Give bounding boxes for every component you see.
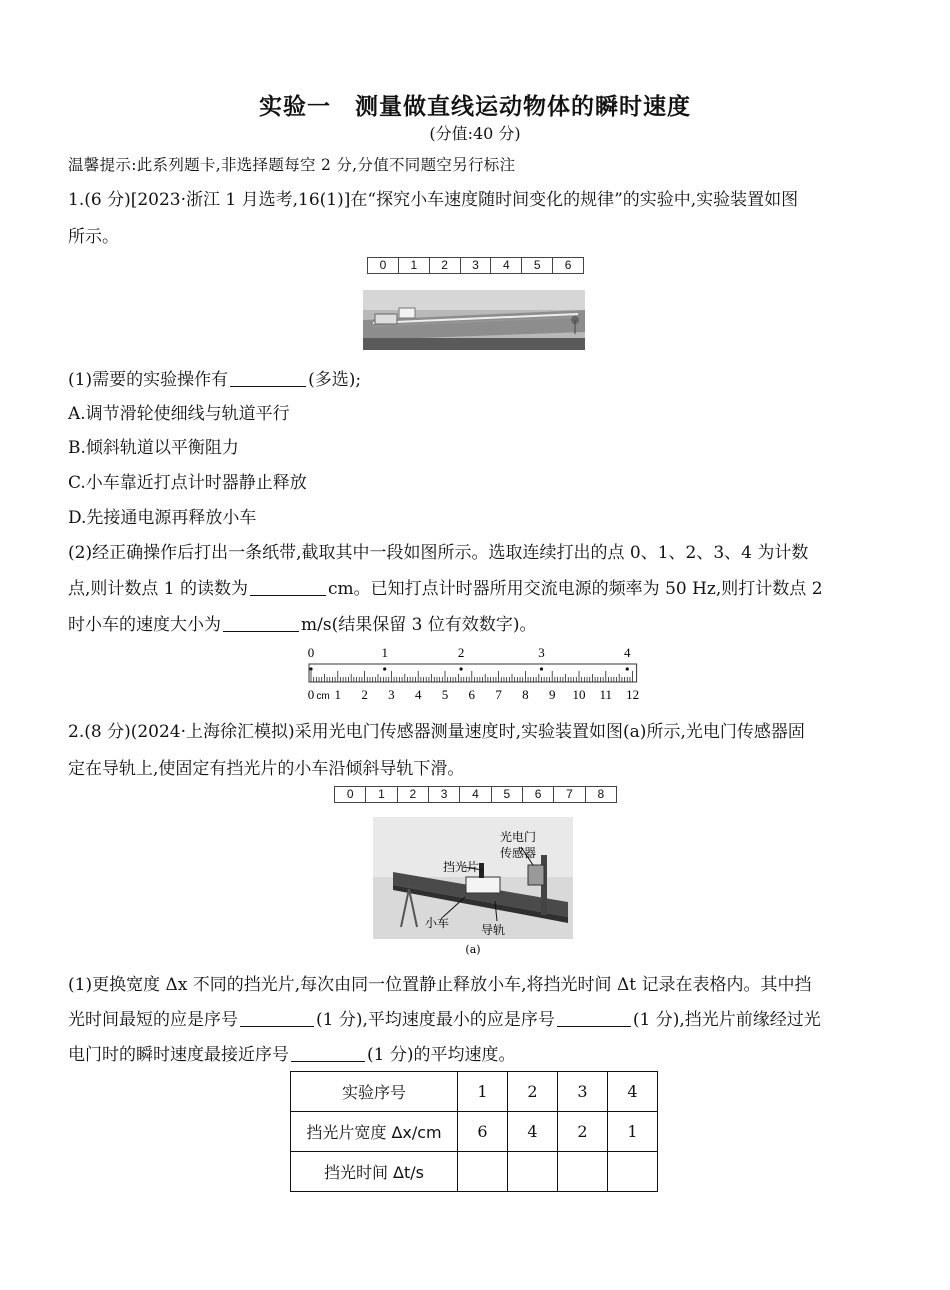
q2-intro-line1: 2.(8 分)(2024·上海徐汇模拟)采用光电门传感器测量速度时,实验装置如图(a)所示,光电门传感器固 [68,722,805,742]
q2-part1-line3-b: (1 分)的平均速度。 [367,1045,516,1065]
q1-part2-line3-suffix: m/s(结果保留 3 位有效数字)。 [301,615,537,635]
ruler-number: 0 [307,687,315,702]
table-cell: 2 [558,1112,608,1152]
ruler-number: 1 [334,687,342,702]
q1-apparatus-photo [363,290,585,350]
ruler-number: 4 [414,687,422,702]
figure-caption: (a) [465,943,481,956]
scale-strip-label: 8 [597,787,605,801]
ruler-unit: cm [316,691,330,702]
table-answer-cell[interactable] [508,1152,558,1192]
q2-scale-strip [334,786,617,803]
scale-strip-label: 4 [491,258,522,273]
tape-point-label: 0 [307,645,315,660]
q1-part1-text: (1)需要的实验操作有 [68,370,229,390]
q1-scale-strip [367,257,584,274]
table-answer-cell[interactable] [608,1152,658,1192]
label-sensor: 光电门 [500,830,537,844]
tape-point-label: 3 [538,645,545,660]
table-header-cell: 实验序号 [291,1072,458,1112]
tape-dot [383,667,386,670]
table-cell: 2 [508,1072,558,1112]
tape-point-label: 2 [457,645,465,660]
q1-part2-line2-suffix: cm。已知打点计时器所用交流电源的频率为 50 Hz,则打计数点 2 [328,579,823,599]
label-cart: 小车 [425,916,450,930]
table-cell: 4 [608,1072,658,1112]
label-sensor-2: 传感器 [500,846,537,860]
score-subtitle: (分值:40 分) [429,124,521,143]
q1-tape-ruler-figure [300,642,650,704]
q2-part1-line2-c: (1 分),挡光片前缘经过光 [632,1010,821,1030]
scale-strip-label: 1 [399,258,430,273]
q2-apparatus-photo [373,817,573,957]
table-header-cell: 挡光时间 Δt/s [291,1152,458,1192]
scale-strip-label: 3 [429,787,460,802]
q2-shortest-time-blank[interactable] [240,1009,314,1027]
q2-part1-line2 [68,1005,888,1030]
scale-strip-label: 4 [460,787,491,802]
tape-point-label: 1 [381,645,388,660]
q2-part1-line2-a: 光时间最短的应是序号 [68,1010,238,1030]
q1-option-d: D.先接通电源再释放小车 [68,508,257,528]
q1-part1 [68,365,888,390]
q1-option-a: A.调节滑轮使细线与轨道平行 [68,404,290,424]
ruler-number: 9 [548,687,556,702]
label-flag: 挡光片 [443,860,480,874]
q1-reading-blank[interactable] [250,578,326,596]
table-cell: 1 [608,1112,658,1152]
scale-strip-label: 0 [368,258,399,273]
q1-part2-line2 [68,574,888,599]
ruler-body [309,664,637,682]
q2-intro-line2: 定在导轨上,使固定有挡光片的小车沿倾斜导轨下滑。 [68,759,465,779]
scale-strip-label: 3 [461,258,492,273]
q1-part1-suffix: (多选); [308,370,362,390]
tape-dot [309,667,312,670]
q2-part1-line1: (1)更换宽度 Δx 不同的挡光片,每次由同一位置静止释放小车,将挡光时间 Δt 记录在表格内。其中挡 [68,975,812,995]
q1-part2-line1: (2)经正确操作后打出一条纸带,截取其中一段如图所示。选取连续打出的点 0、1、2、3、4 为计数 [68,543,809,563]
q2-part1-line2-b: (1 分),平均速度最小的应是序号 [316,1010,555,1030]
table-answer-cell[interactable] [458,1152,508,1192]
scale-strip-label: 0 [335,787,366,802]
ruler-number: 5 [441,687,449,702]
table-cell: 3 [558,1072,608,1112]
q1-part2-line2-text: 点,则计数点 1 的读数为 [68,579,249,599]
table-row [291,1112,658,1152]
ruler-number: 7 [495,687,502,702]
table-cell: 6 [458,1112,508,1152]
scale-strip-label: 2 [398,787,429,802]
scale-strip-label: 5 [522,258,553,273]
table-cell: 4 [508,1112,558,1152]
ruler-number: 11 [599,687,613,702]
ruler-number: 8 [522,687,529,702]
q2-part1-line3 [68,1040,888,1065]
q2-part1-line3-a: 电门时的瞬时速度最接近序号 [68,1045,289,1065]
ruler-number: 3 [388,687,395,702]
scale-strip-label: 7 [554,787,585,802]
ruler-number: 12 [626,687,640,702]
table-row [291,1152,658,1192]
q2-min-speed-blank[interactable] [557,1009,631,1027]
table-answer-cell[interactable] [558,1152,608,1192]
q1-intro-line1: 1.(6 分)[2023·浙江 1 月选考,16(1)]在“探究小车速度随时间变化的规律”的实验中,实验装置如图 [68,190,799,210]
tip-text: 温馨提示:此系列题卡,非选择题每空 2 分,分值不同题空另行标注 [68,156,516,174]
ruler-number: 2 [361,687,368,702]
q1-part2-line3 [68,610,888,635]
page-title: 实验一 测量做直线运动物体的瞬时速度 [259,94,691,120]
table-header-cell: 挡光片宽度 Δx/cm [291,1112,458,1152]
q2-instant-speed-blank[interactable] [291,1044,365,1062]
q1-speed-blank[interactable] [223,614,299,632]
table-cell: 1 [458,1072,508,1112]
ruler-number: 10 [572,687,586,702]
scale-strip-label: 6 [523,787,554,802]
q1-intro-line2: 所示。 [68,227,119,247]
q1-option-b: B.倾斜轨道以平衡阻力 [68,438,239,458]
table-row [291,1072,658,1112]
scale-strip-label: 2 [430,258,461,273]
tape-point-label: 4 [623,645,631,660]
q1-part2-line3-text: 时小车的速度大小为 [68,615,221,635]
tape-dot [540,667,543,670]
tape-dot [459,667,462,670]
q2-data-table [290,1071,658,1192]
scale-strip-label: 1 [366,787,397,802]
scale-strip-label: 6 [564,258,572,272]
label-rail: 导轨 [481,923,506,937]
q1-option-c: C.小车靠近打点计时器静止释放 [68,473,307,493]
q1-part1-blank[interactable] [230,369,306,387]
ruler-number: 6 [468,687,476,702]
scale-strip-label: 5 [492,787,523,802]
tape-dot [626,667,629,670]
